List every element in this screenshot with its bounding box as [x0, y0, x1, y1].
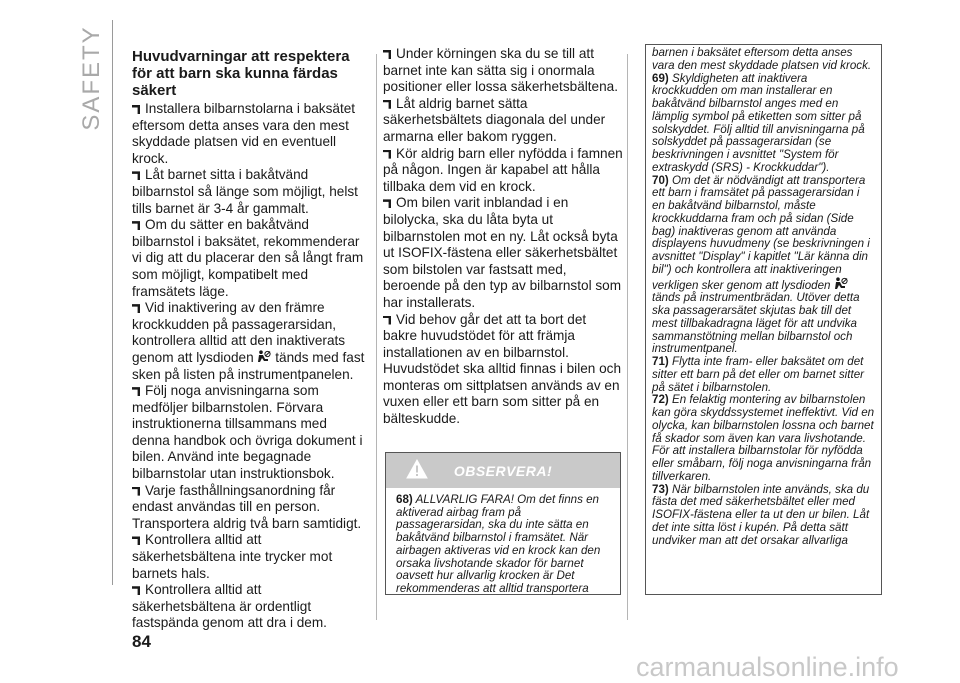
section-divider [112, 20, 113, 585]
list-item: Vid behov går det att ta bort det bakre huvudstödet för att främja installationen av en bilbarnstol. Huvudstödet ska alltid finnas i bilen och monteras om sittplatsen används av en vuxen eller ett barn som sitter på en bälteskudde. [383, 311, 622, 427]
note-71: 71) Flytta inte fram- eller baksätet om det sitter ett barn på det eller om barnet sitter på sätet i bilbarnstolen. [652, 355, 865, 394]
bullet-icon [383, 199, 391, 208]
note-72: 72) En felaktig montering av bilbarnstolen kan göra skyddssystemet ineffektivt. Vid en olycka, kan bilbarnstolen lossna och barnet få skador som även kan vara livshotande. För att installera bilbarnstolar för nyfödda eller småbarn, följ noga anvisningarna från tillverkaren. [652, 393, 875, 483]
column-divider [376, 54, 377, 620]
bullet-icon [132, 536, 140, 545]
bullet-icon [383, 316, 391, 325]
list-item: Om bilen varit inblandad i en bilolycka, ska du låta byta ut bilbarnstolen mot en ny. Låt också byta ut ISOFIX-fästena eller säkerhetsbältet som bilstolen var fastsatt med, beroende på den typ av bilbarnstol som har installerats. [383, 195, 622, 310]
note-70: 70) Om det är nödvändigt att transportera ett barn i framsätet på passagerarsidan i en bakåtvänd bilbarnstol, måste krockkuddarna fram och på sidan (Side bag) inaktiveras genom att använda displayens huvudmeny (se beskrivningen i avsnittet "Display" i kapitlet "Lär känna din bil") och kontrollera att inaktiveringen verkligen sker genom att lysdioden tänds på instrumentbrädan. Utöver detta ska passagerarsätet skjutas bak till det mest tillbakadragna läget för att undvika sammanstötning mellan bilbarnstol och instrumentpanel. [652, 173, 870, 356]
bullet-icon [132, 105, 140, 114]
note-text: barnen i baksätet eftersom detta anses vara den mest skyddade platsen vid krock. [652, 46, 872, 72]
bullet-icon [383, 50, 391, 59]
bullet-icon [132, 487, 140, 496]
list-item: Om du sätter en bakåtvänd bilbarnstol i baksätet, rekommenderar vi dig att du placerar den så långt fram som möjligt, kompatibelt med framsätets läge. [132, 217, 364, 299]
airbag-off-icon [834, 277, 848, 290]
bullet-icon [132, 387, 140, 396]
warning-text: 68) ALLVARLIG FARA! Om det finns en aktiverad airbag fram på passagerarsidan, ska du inte sätta en bakåtvänd bilbarnstol i framsätet. När airbagen aktiveras vid en krock kan den orsaka livshotande skador för barnet oavsett hur allvarlig krocken är Det rekommenderas att alltid transportera [396, 493, 601, 595]
bullet-icon [132, 171, 140, 180]
list-item: Installera bilbarnstolarna i baksätet eftersom detta anses vara den mest skyddade platsen vid en eventuell krock. [132, 101, 356, 166]
section-heading: Huvudvarningar att respektera för att barn ska kunna färdas säkert [132, 48, 350, 99]
warning-box [385, 452, 621, 595]
list-item: Vid inaktivering av den främre krockkudden på passagerarsidan, kontrollera alltid att den inaktiverats genom att lysdioden tänds med fast sken på listen på instrumentpanelen. [132, 300, 365, 382]
list-item: Kontrollera alltid att säkerhetsbältena inte trycker mot barnets hals. [132, 532, 333, 581]
warning-icon [406, 459, 428, 479]
column-2 [383, 46, 623, 428]
bullet-icon [132, 221, 140, 230]
list-item: Kör aldrig barn eller nyfödda i famnen på någon. Ingen är kapabel att hålla tillbaka dem vid en krock. [383, 145, 623, 194]
airbag-off-icon [257, 350, 271, 363]
warning-header [386, 453, 620, 488]
list-item: Under körningen ska du se till att barnet inte kan sätta sig i onormala positioner eller lossa säkerhetsbältena. [383, 46, 619, 95]
bullet-icon [132, 586, 140, 595]
note-69: 69) Skyldigheten att inaktivera krockkudden om man installerar en bakåtvänd bilbarnstol anges med en lämplig symbol på etiketten som sitter på solskyddet. Följ alltid till anvisningarna på solskyddet på passagerarsidan (se beskrivningen i avsnittet "System för extraskydd (SRS) - Krockkuddar"). [652, 71, 865, 174]
warnings-continued-box [645, 44, 882, 595]
list-item: Följ noga anvisningarna som medföljer bilbarnstolen. Förvara instruktionerna tillsammans med denna handbok och övriga dokument i bilen. Använd inte begagnade bilbarnstolar utan instruktionsbok. [132, 383, 363, 482]
section-label: SAFETY [78, 25, 105, 131]
bullet-icon [132, 304, 140, 313]
list-item: Kontrollera alltid att säkerhetsbältena är ordentligt fastspända genom att dra i dem. [132, 582, 327, 631]
list-item: Varje fasthållningsanordning får endast användas till en person. Transportera aldrig två barn samtidigt. [132, 482, 362, 531]
note-73: 73) När bilbarnstolen inte används, ska du fästa det med säkerhetsbältet eller med ISOFIX-fästena eller ta ut den ur bilen. Låt det inte sitta löst i kupén. På detta sätt undviker man att det orsakar allvarliga [652, 482, 870, 547]
bullet-icon [383, 150, 391, 159]
list-item: Låt aldrig barnet sätta säkerhetsbältets diagonala del under armarna eller bakom ryggen. [383, 95, 606, 144]
column-divider [627, 54, 628, 620]
column-1 [132, 48, 368, 632]
warning-title: OBSERVERA! [453, 462, 553, 479]
watermark: carmanualsonline.info [636, 652, 899, 682]
bullet-icon [383, 100, 391, 109]
page-number: 84 [132, 632, 151, 651]
list-item: Låt barnet sitta i bakåtvänd bilbarnstol så länge som möjligt, helst tills barnet är 3-4 år gammalt. [132, 167, 358, 216]
